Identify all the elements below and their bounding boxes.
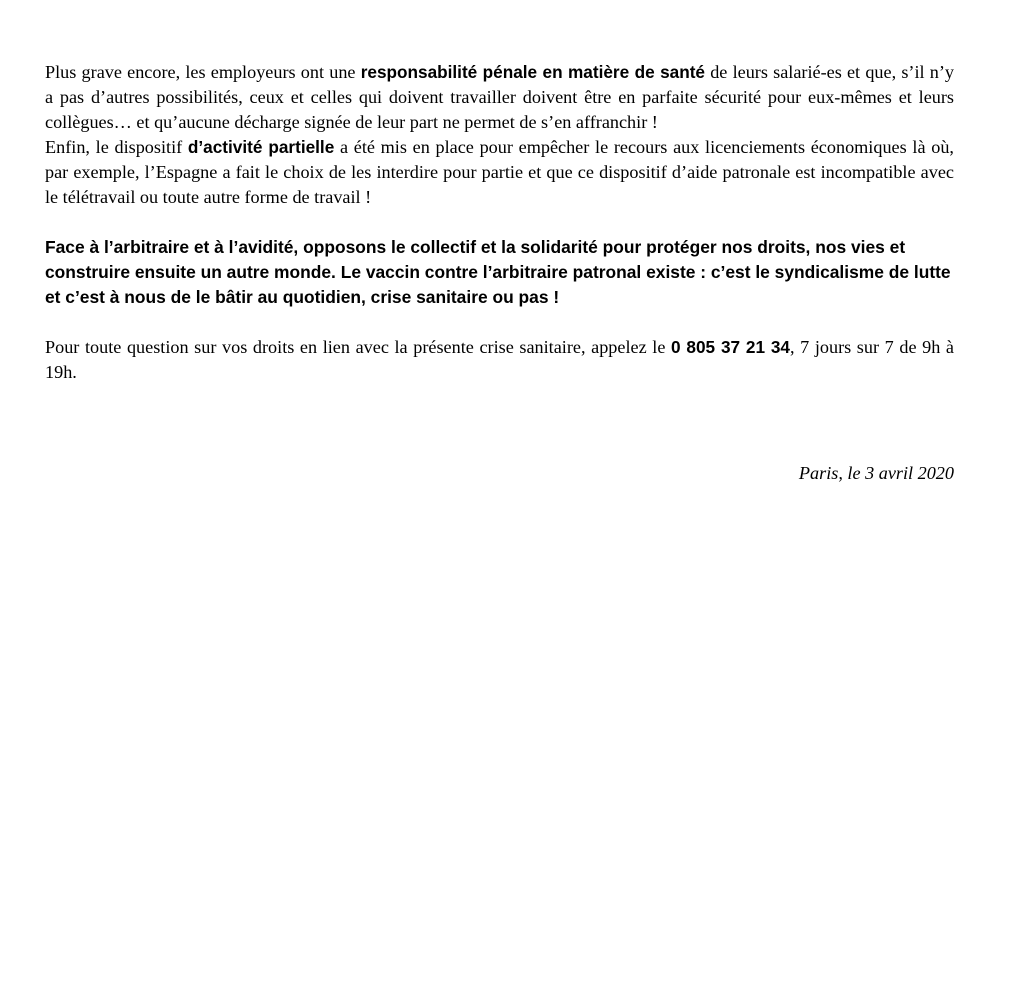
emphasis-text: d’activité partielle [187,137,335,157]
paragraph-text: Plus grave encore, les employeurs ont une [45,62,361,82]
document-body [45,60,954,385]
paragraph-spacer [45,210,954,235]
paragraph-partial-activity [45,135,954,210]
paragraph-text: , 7 jours sur 7 de 9h à 19h. [45,337,954,382]
paragraph-employer-responsibility [45,60,954,135]
paragraph-spacer [45,310,954,335]
signature-date: Paris, le 3 avril 2020 [798,463,954,483]
paragraph-hotline [45,335,954,385]
paragraph-text: de leurs salarié-es et que, s’il n’y a pas d’autres possibilités, ceux et celles qui doivent travailler doivent être en parfaite sécurité pour eux-mêmes et leurs collègues… et qu’aucune décharge signée de leur part ne permet de s’en affranchir ! [45,62,955,132]
paragraph-text: a été mis en place pour empêcher le recours aux licenciements économiques là où, par exemple, l’Espagne a fait le choix de les interdire pour partie et que ce dispositif d’aide patronale est incompatible avec le télétravail ou toute autre forme de travail ! [45,137,954,207]
paragraph-text: Enfin, le dispositif [45,137,188,157]
emphasis-text: responsabilité pénale en matière de santé [360,62,705,82]
paragraph-call-to-action: Face à l’arbitraire et à l’avidité, opposons le collectif et la solidarité pour protéger nos droits, nos vies et construire ensuite un autre monde. Le vaccin contre l’arbitraire patronal existe : c’est le syndicalisme de lutte et c’est à nous de le bâtir au quotidien, crise sanitaire ou pas ! [45,237,951,307]
paragraph-text: Pour toute question sur vos droits en lien avec la présente crise sanitaire, appelez le [45,337,672,357]
phone-number: 0 805 37 21 34 [671,337,790,357]
